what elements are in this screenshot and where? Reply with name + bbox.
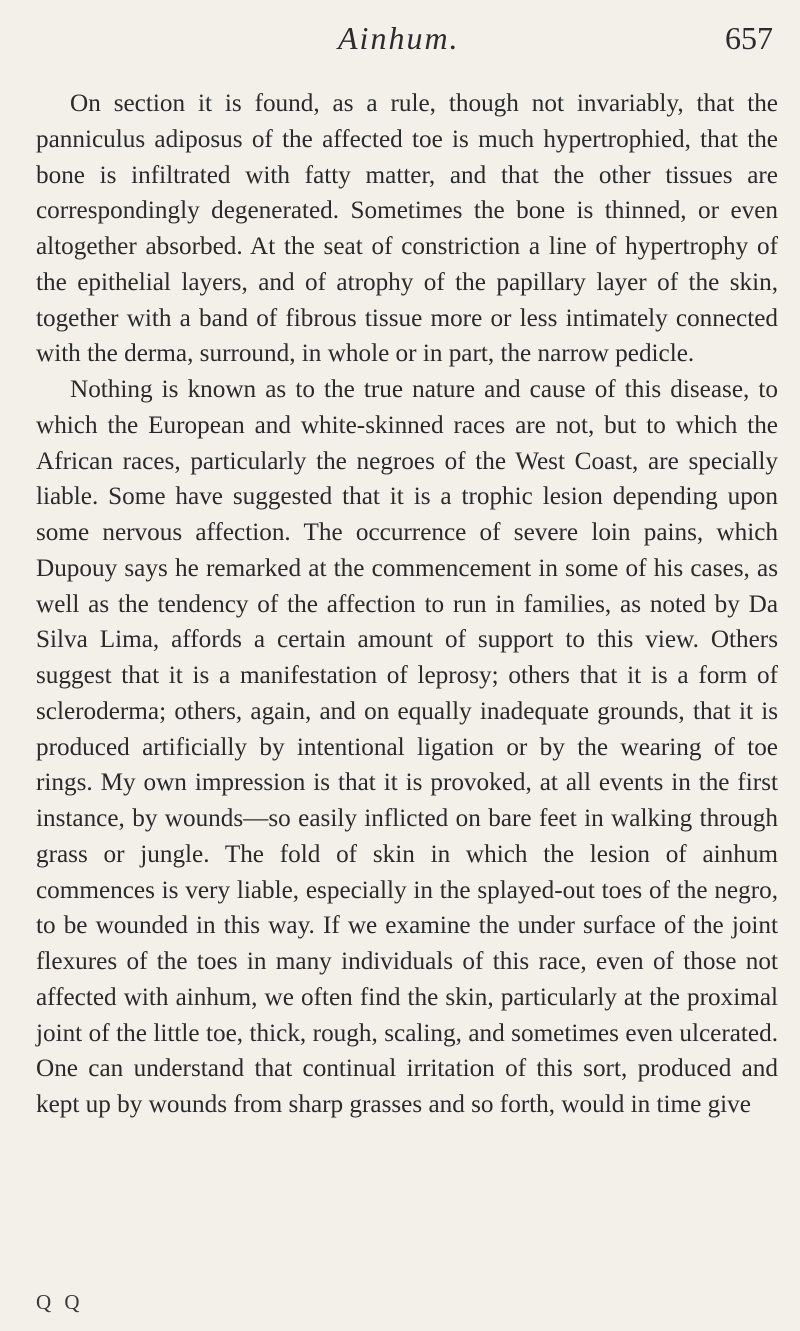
page-number: 657 (725, 20, 773, 56)
running-title: Ainhum. (338, 20, 460, 56)
running-head (0, 18, 800, 64)
signature-mark: Q Q (36, 1290, 84, 1314)
paragraph-2: Nothing is known as to the true nature and cause of this disease, to which the European and white-skinned races are not, but to which the African races, particularly the negroes of the West Coast, are specially liable. Some have suggested that it is a trophic lesion depending upon some nervous affection. The occurrence of severe loin pains, which Dupouy says he remarked at the commencement in some of his cases, as well as the tendency of the affection to run in families, as noted by Da Silva Lima, affords a certain amount of support to this view. Others suggest that it is a manifestation of leprosy; others that it is a form of scleroderma; others, again, and on equally inadequate grounds, that it is produced artificially by intentional ligation or by the wearing of toe rings. My own impression is that it is provoked, at all events in the first instance, by wounds—so easily inflicted on bare feet in walking through grass or jungle. The fold of skin in which the lesion of ainhum commences is very liable, especially in the splayed-out toes of the negro, to be wounded in this way. If we examine the under surface of the joint flexures of the toes in many individuals of this race, even of those not affected with ainhum, we often find the skin, particularly at the proximal joint of the little toe, thick, rough, scaling, and sometimes even ulcerated. One can understand that continual irritation of this sort, produced and kept up by wounds from sharp grasses and so forth, would in time give (36, 376, 778, 1118)
body-text (36, 86, 778, 1123)
paragraph-1: On section it is found, as a rule, though not invariably, that the panniculus adiposus of the affected toe is much hypertrophied, that the bone is infiltrated with fatty matter, and that the other tissues are correspondingly degenerated. Sometimes the bone is thinned, or even altogether absorbed. At the seat of constriction a line of hypertrophy of the epithelial layers, and of atrophy of the papillary layer of the skin, together with a band of fibrous tissue more or less intimately connected with the derma, surround, in whole or in part, the narrow pedicle. (36, 90, 778, 368)
